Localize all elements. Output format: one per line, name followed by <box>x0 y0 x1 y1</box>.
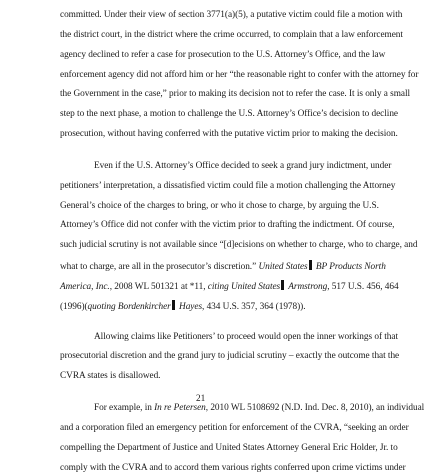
text-line <box>60 109 398 120</box>
redaction-mark <box>172 300 175 310</box>
text-segment: Allowing claims like Petitioners’ to proceed would open the inner workings of that <box>94 332 399 342</box>
italic-citation-text: Hayes <box>176 302 203 312</box>
text-line <box>60 351 399 362</box>
text-segment: petitioners’ interpretation, a dissatisfied victim could file a motion challenging the Attorney <box>60 181 396 191</box>
page-number: 21 <box>196 394 206 404</box>
text-line <box>60 201 379 212</box>
text-segment: comply with the CVRA and to accord them various rights conferred upon crime victims under <box>60 463 406 473</box>
text-segment: prosecutorial discretion and the grand jury to judicial scrutiny – exactly the outcome that the <box>60 351 400 361</box>
text-segment: committed. Under their view of section 3771(a)(5), a putative victim could file a motion with <box>60 10 403 20</box>
text-segment: the district court, in the district where the crime occurred, to complain that a law enforcement <box>60 30 403 40</box>
text-line <box>60 129 398 140</box>
text-segment: what to charge, are all in the prosecutor’s discretion.” <box>60 262 259 272</box>
text-line <box>94 161 391 172</box>
text-segment: Attorney’s Office did not confer with the victim prior to drafting the indictment. Of course, <box>60 220 395 230</box>
text-line <box>60 300 305 313</box>
italic-citation-text: citing United States <box>207 282 281 292</box>
text-line <box>94 403 424 414</box>
text-line <box>60 463 406 474</box>
text-line <box>60 10 402 21</box>
text-segment: , 517 U.S. 456, 464 <box>327 282 399 292</box>
text-segment: CVRA states is disallowed. <box>60 371 161 381</box>
text-segment: such judicial scrutiny is not available since “[d]ecisions on whether to charge, who to charge, and <box>60 240 418 250</box>
text-segment: and a corporation filed an emergency petition for enforcement of the CVRA, “seeking an order <box>60 423 409 433</box>
text-segment: step to the next phase, a motion to challenge the U.S. Attorney’s Office’s decision to decline <box>60 109 399 119</box>
text-segment: the Government in the case,” prior to making its decision not to refer the case. It is only a small <box>60 89 411 99</box>
text-line <box>60 443 398 454</box>
italic-citation-text: In re Petersen <box>154 403 206 413</box>
text-line <box>60 280 399 293</box>
text-line <box>60 220 394 231</box>
text-line <box>60 181 395 192</box>
redaction-mark <box>309 260 312 270</box>
italic-citation-text: America, Inc. <box>60 282 110 292</box>
text-segment: General’s choice of the charges to bring, or who it chose to charge, by arguing the U.S. <box>60 201 379 211</box>
text-segment: enforcement agency did not afford him or her “the reasonable right to confer with the attorney for <box>60 70 419 80</box>
italic-citation-text: quoting Bordenkircher <box>87 302 171 312</box>
italic-citation-text: United States <box>258 262 308 272</box>
text-segment: compelling the Department of Justice and United States Attorney General Eric Holder, Jr. to <box>60 443 398 453</box>
text-line <box>60 423 409 434</box>
text-line <box>60 371 160 382</box>
redaction-mark <box>281 280 284 290</box>
text-segment: , 2008 WL 501321 at *11, <box>109 282 208 292</box>
italic-citation-text: BP Products North <box>313 262 386 272</box>
text-segment: , 434 U.S. 357, 364 (1978)). <box>202 302 306 312</box>
text-line <box>60 70 418 81</box>
text-line <box>94 332 398 343</box>
text-line <box>60 30 403 41</box>
text-line <box>60 240 417 251</box>
text-segment: , 2010 WL 5108692 (N.D. Ind. Dec. 8, 2010), an individual <box>205 403 424 413</box>
text-segment: For example, in <box>94 403 155 413</box>
text-segment: agency declined to refer a case for prosecution to the U.S. Attorney’s Office, and the law <box>60 50 386 60</box>
text-segment: prosecution, without having conferred with the putative victim prior to making the decision. <box>60 129 398 139</box>
italic-citation-text: Armstrong <box>286 282 328 292</box>
text-line <box>60 260 386 273</box>
text-segment: Even if the U.S. Attorney’s Office decided to seek a grand jury indictment, under <box>94 161 392 171</box>
text-line <box>60 89 410 100</box>
text-segment: (1996)( <box>60 302 88 312</box>
text-line <box>60 50 385 61</box>
